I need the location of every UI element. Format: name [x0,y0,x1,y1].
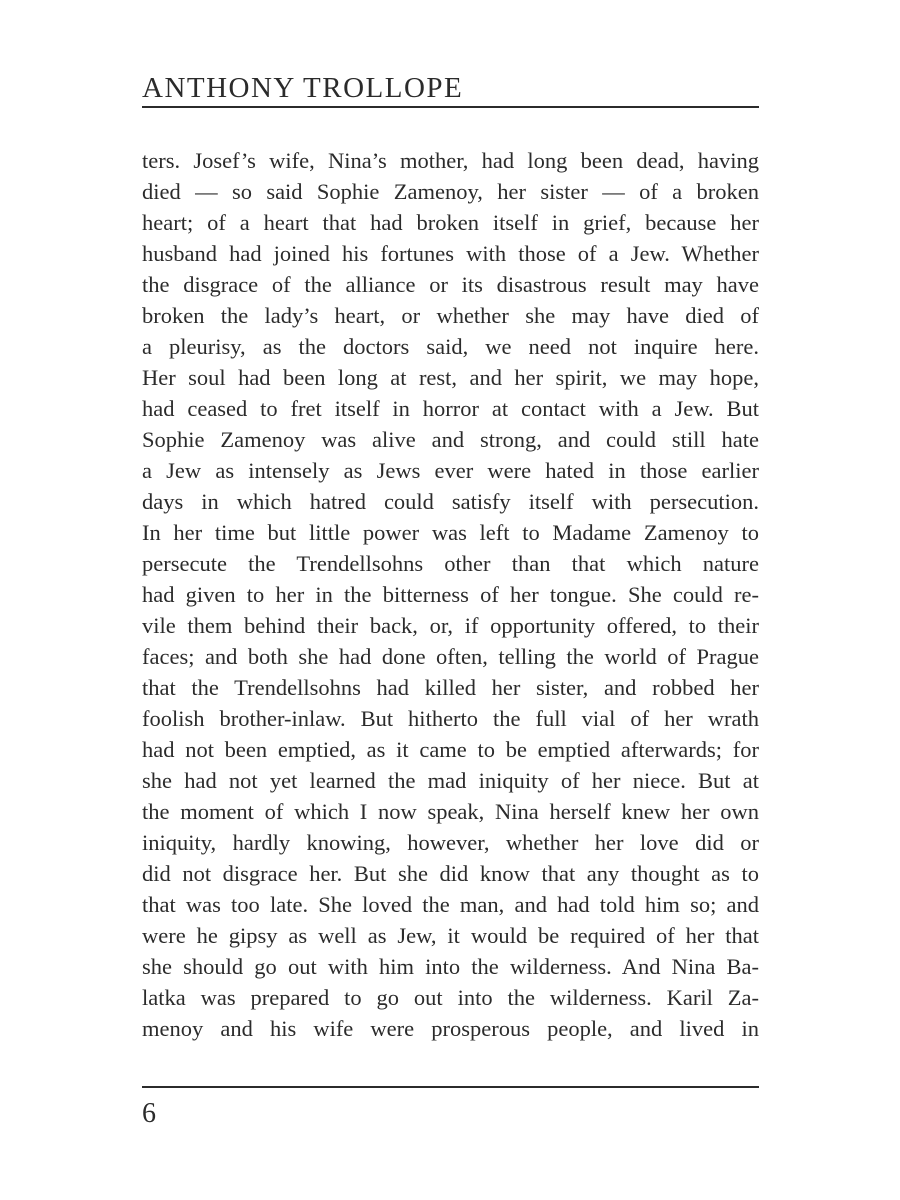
page-number: 6 [142,1098,156,1129]
text-line: days in which hatred could satisfy itself with persecution. [142,489,759,514]
text-line: ters. Josef’s wife, Nina’s mother, had long been dead, having [142,148,759,173]
text-line: foolish brother-inlaw. But hitherto the full vial of her wrath [142,706,759,731]
text-line: had ceased to fret itself in horror at contact with a Jew. But [142,396,759,421]
body-text [142,145,759,1044]
footer-rule [142,1086,759,1088]
text-line: husband had joined his fortunes with those of a Jew. Whether [142,241,759,266]
text-line: menoy and his wife were prosperous people, and lived in [142,1016,759,1041]
text-line: had given to her in the bitterness of her tongue. She could re- [142,582,759,607]
text-line: latka was prepared to go out into the wilderness. Karil Za- [142,985,759,1010]
text-line: heart; of a heart that had broken itself in grief, because her [142,210,759,235]
running-head-author: ANTHONY TROLLOPE [142,72,464,104]
text-line: broken the lady’s heart, or whether she may have died of [142,303,759,328]
text-line: iniquity, hardly knowing, however, whether her love did or [142,830,759,855]
header-rule [142,106,759,108]
text-line: a pleurisy, as the doctors said, we need not inquire here. [142,334,759,359]
text-line: that was too late. She loved the man, and had told him so; and [142,892,759,917]
text-line: she should go out with him into the wilderness. And Nina Ba- [142,954,759,979]
text-line: were he gipsy as well as Jew, it would be required of her that [142,923,759,948]
text-line: a Jew as intensely as Jews ever were hated in those earlier [142,458,759,483]
text-line: faces; and both she had done often, telling the world of Prague [142,644,759,669]
text-line: In her time but little power was left to Madame Zamenoy to [142,520,759,545]
text-line: Sophie Zamenoy was alive and strong, and could still hate [142,427,759,452]
text-line: Her soul had been long at rest, and her spirit, we may hope, [142,365,759,390]
text-line: the disgrace of the alliance or its disastrous result may have [142,272,759,297]
text-line: died — so said Sophie Zamenoy, her sister — of a broken [142,179,759,204]
text-line: the moment of which I now speak, Nina herself knew her own [142,799,759,824]
text-line: persecute the Trendellsohns other than that which nature [142,551,759,576]
text-line: vile them behind their back, or, if opportunity offered, to their [142,613,759,638]
text-line: had not been emptied, as it came to be emptied afterwards; for [142,737,759,762]
text-line: she had not yet learned the mad iniquity of her niece. But at [142,768,759,793]
text-line: did not disgrace her. But she did know that any thought as to [142,861,759,886]
text-line: that the Trendellsohns had killed her sister, and robbed her [142,675,759,700]
